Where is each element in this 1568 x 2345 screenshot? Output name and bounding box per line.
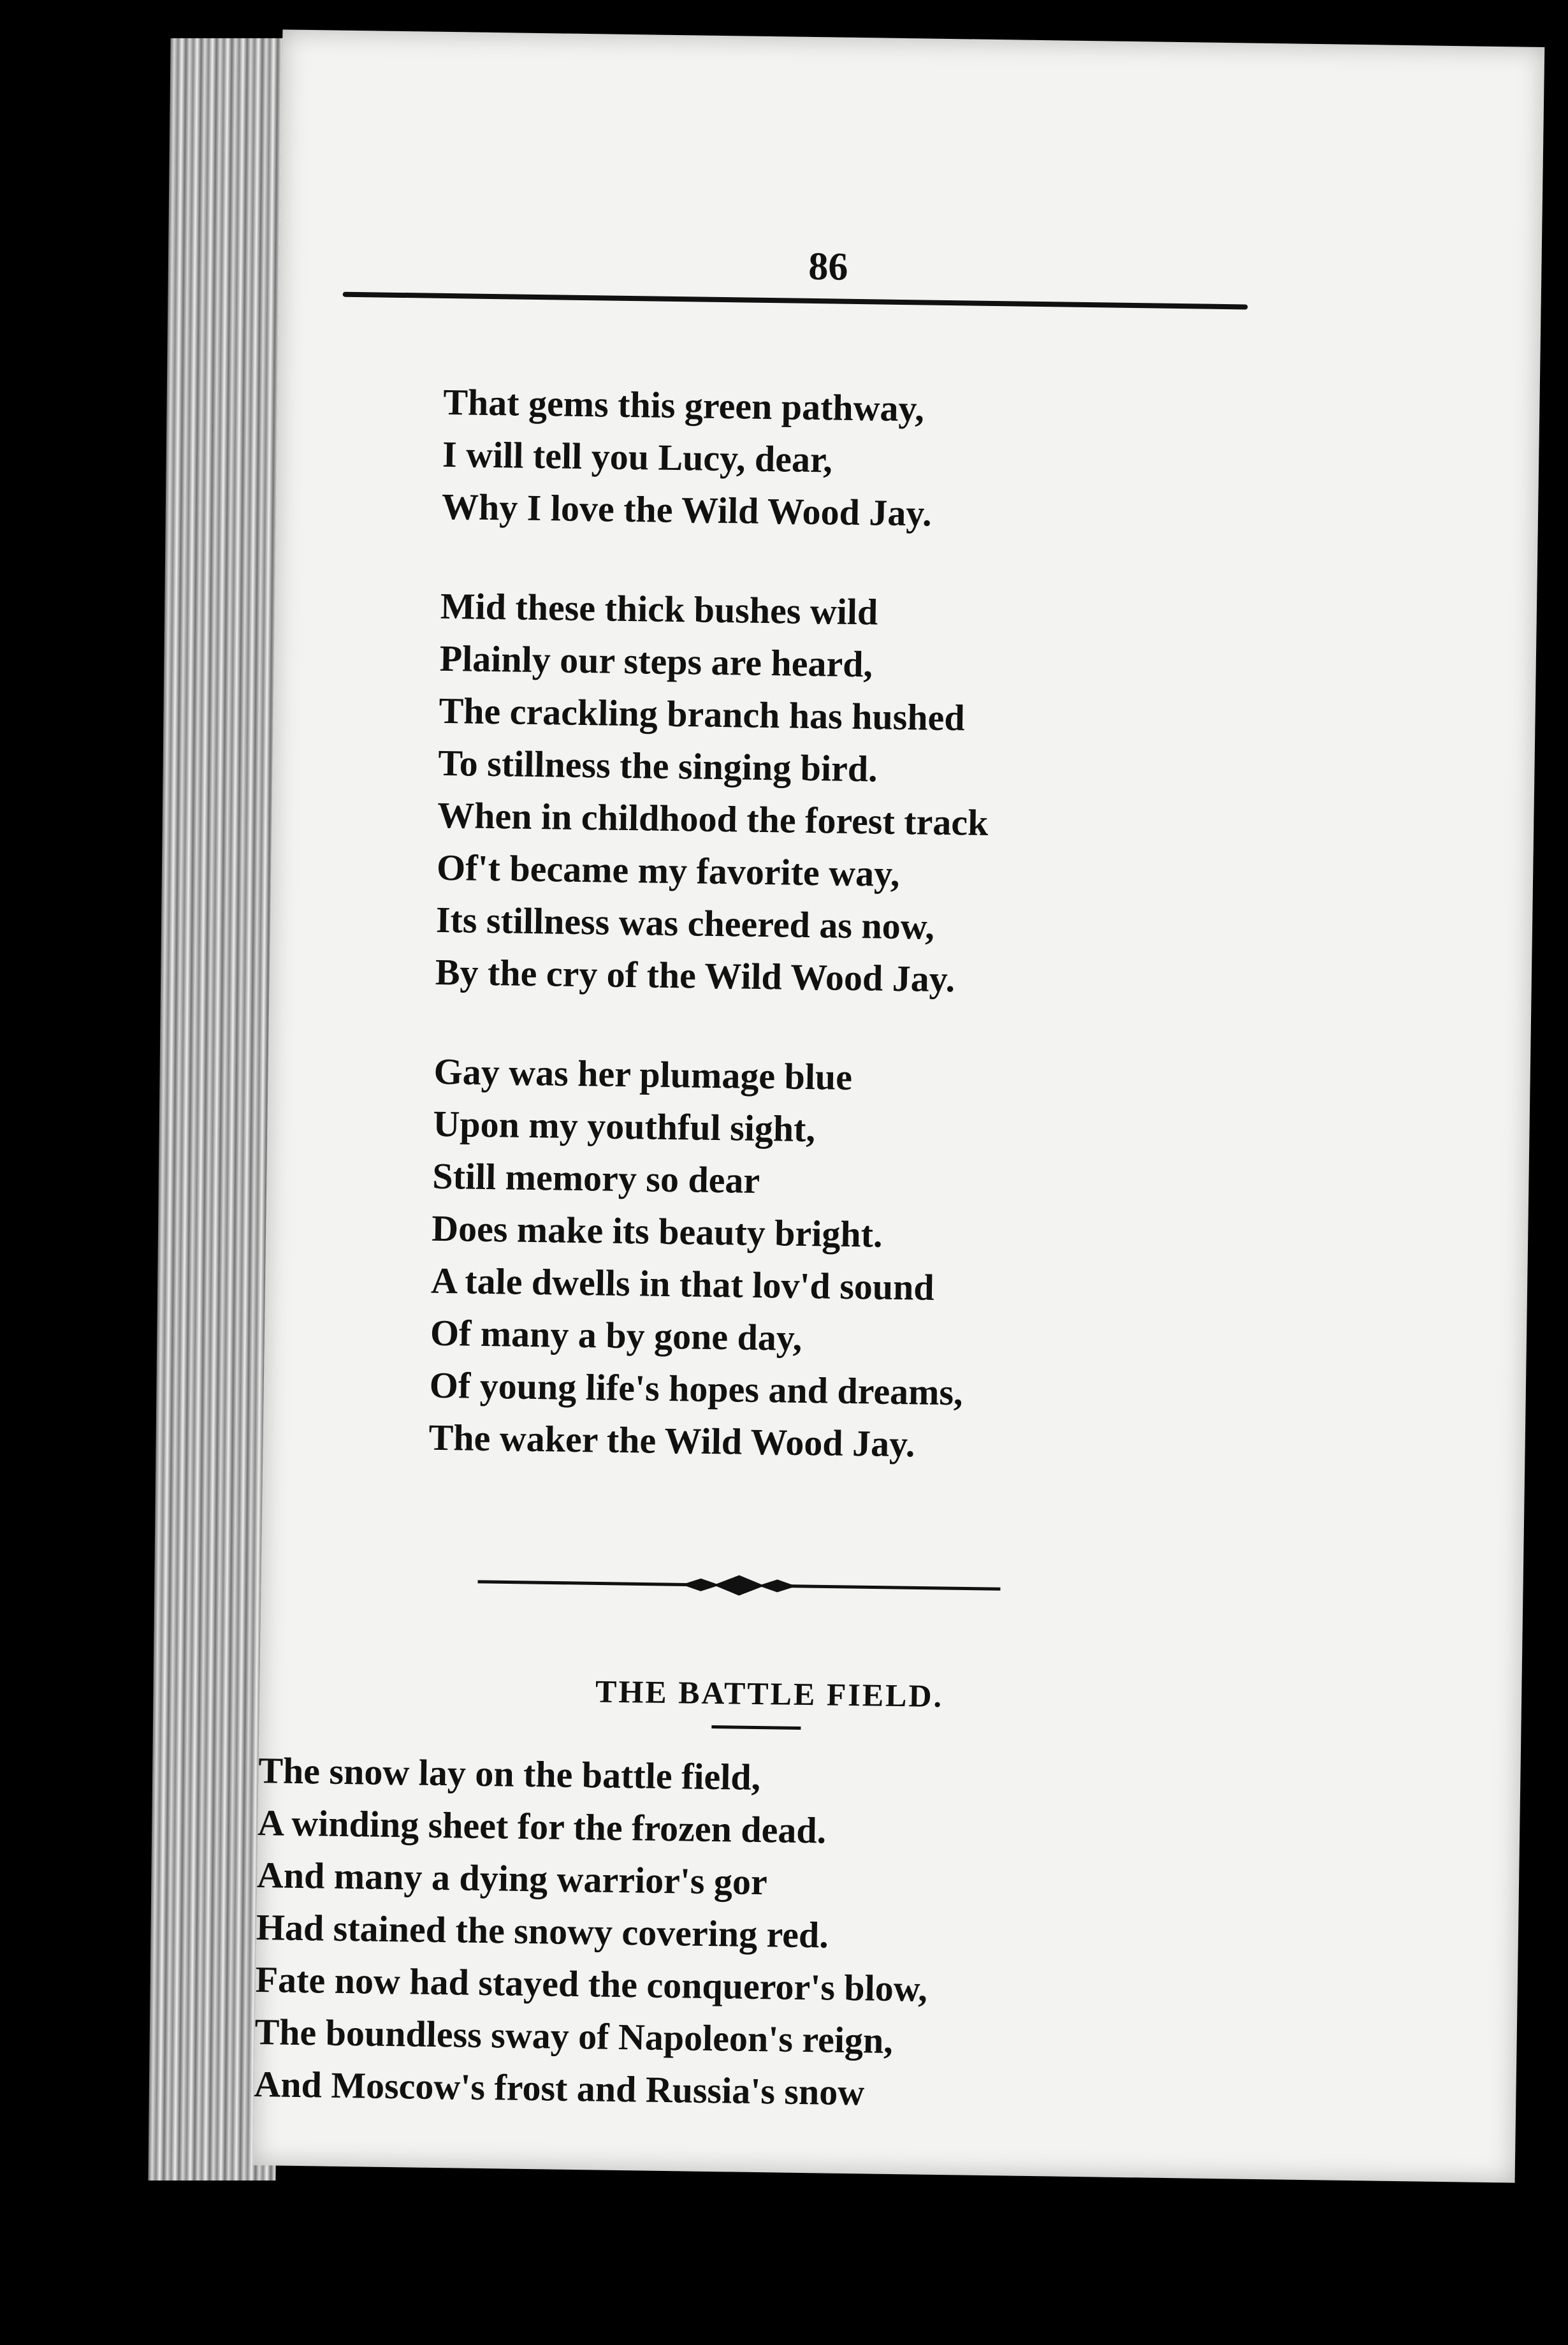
poem-line: I will tell you Lucy, dear,: [442, 433, 833, 481]
poem-line: Does make its beauty bright.: [431, 1207, 883, 1255]
poem-line: A winding sheet for the frozen dead.: [257, 1802, 827, 1852]
poem-line: The crackling branch has hushed: [439, 689, 966, 739]
ornamental-divider: [471, 1563, 1007, 1609]
book-page: [253, 29, 1545, 2182]
poem-line: Of't became my favorite way,: [436, 846, 900, 895]
poem-line: The snow lay on the battle field,: [258, 1750, 761, 1799]
poem-line: The waker the Wild Wood Jay.: [428, 1416, 915, 1465]
poem-line: Had stained the snowy covering red.: [256, 1906, 829, 1956]
poem-line: By the cry of the Wild Wood Jay.: [435, 951, 955, 1000]
stanza-3: [428, 1046, 1263, 1475]
poem-line: Its stillness was cheered as now,: [435, 898, 935, 947]
poem-line: Fate now had stayed the conqueror's blow,: [255, 1959, 928, 2010]
stanza-2: [435, 580, 1269, 1010]
header-rule: [343, 292, 1248, 310]
poem-line: A tale dwells in that lov'd sound: [430, 1259, 935, 1308]
poem-line: And Moscow's frost and Russia's snow: [254, 2063, 865, 2114]
poem-line: Mid these thick bushes wild: [440, 585, 878, 633]
page-number: 86: [808, 244, 848, 289]
poem-2-body: [254, 1744, 1215, 2124]
poem-line: That gems this green pathway,: [442, 381, 925, 430]
poem-line: When in childhood the forest track: [437, 794, 989, 844]
poem-line: Gay was her plumage blue: [433, 1050, 853, 1098]
stanza-1: [441, 376, 1272, 544]
poem-line: Still memory so dear: [432, 1155, 760, 1201]
poem-line: Why I love the Wild Wood Jay.: [441, 485, 933, 534]
poem-line: The boundless sway of Napoleon's reign,: [254, 2011, 894, 2062]
poem-line: And many a dying warrior's gor: [256, 1854, 768, 1903]
poem-line: Of young life's hopes and dreams,: [429, 1364, 964, 1414]
poem-line: Of many a by gone day,: [430, 1311, 802, 1359]
poem-title: THE BATTLE FIELD.: [595, 1673, 944, 1714]
poem-line: To stillness the singing bird.: [437, 741, 878, 790]
poem-line: Upon my youthful sight,: [433, 1102, 816, 1150]
poem-line: Plainly our steps are heard,: [439, 637, 873, 685]
title-underline: [711, 1725, 801, 1730]
